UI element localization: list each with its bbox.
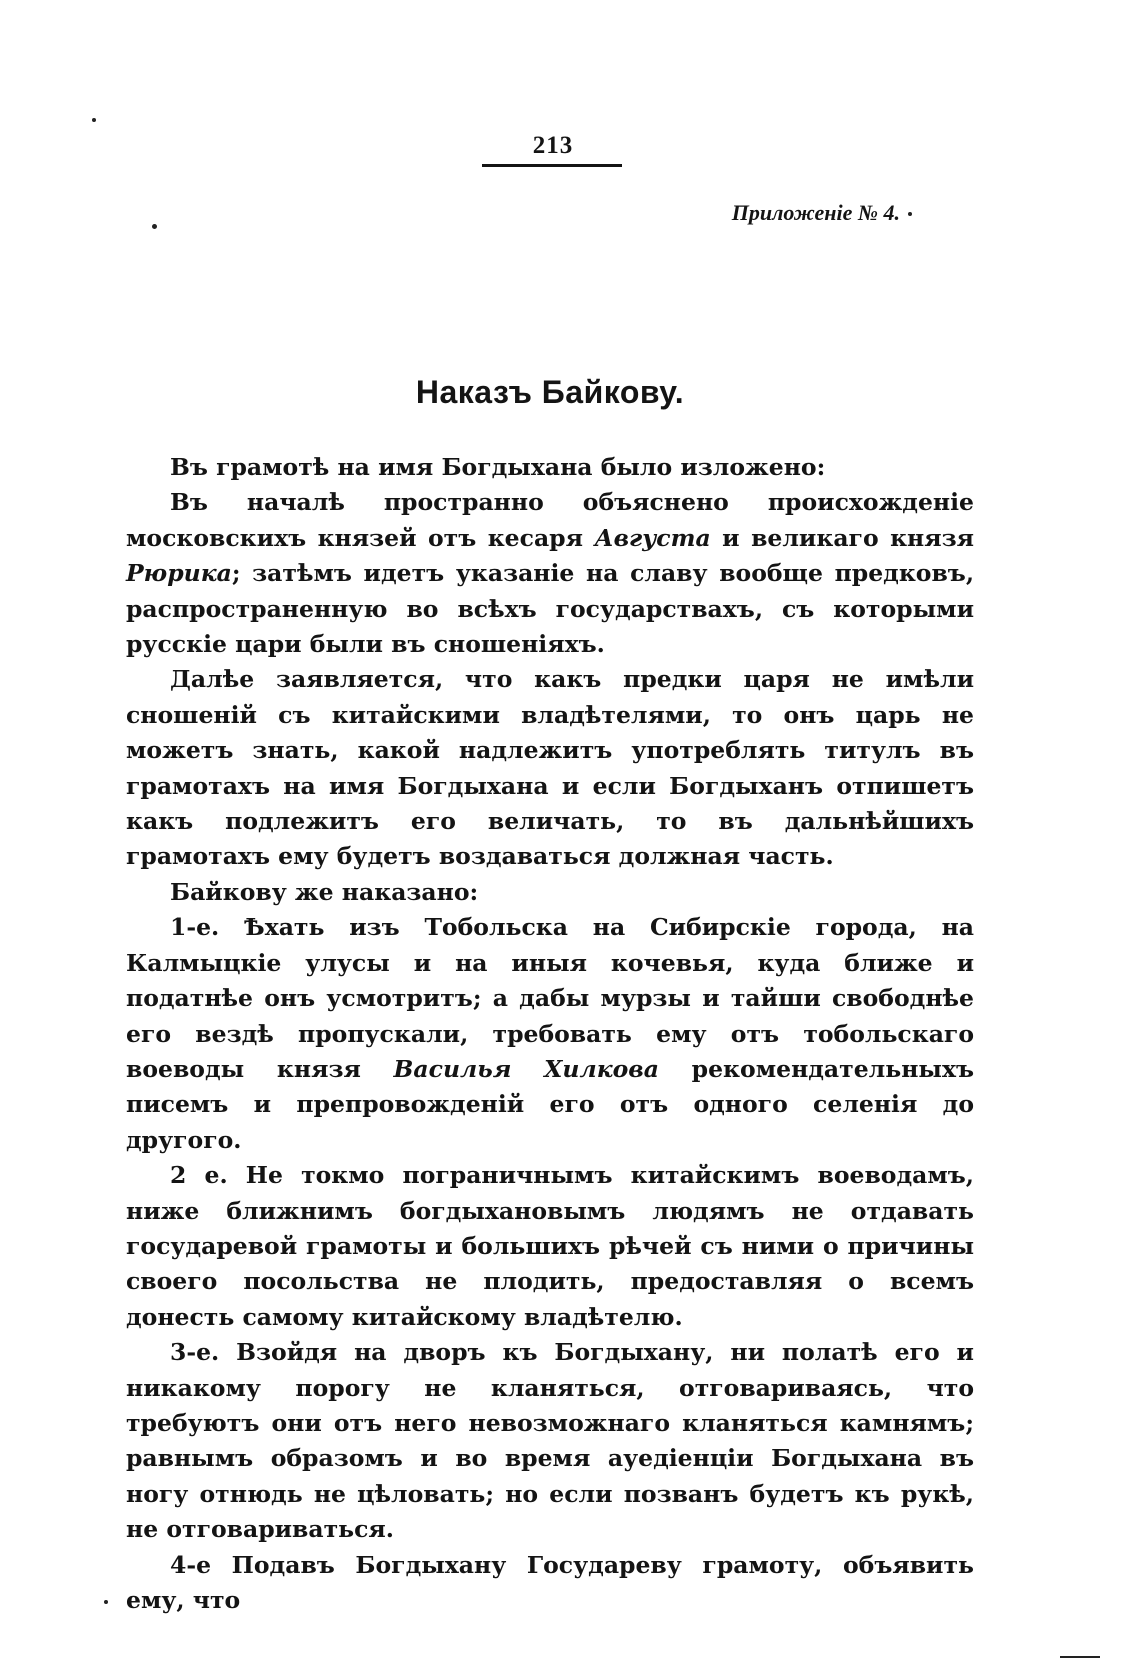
italic-name-rurik: Рюрика xyxy=(126,559,232,588)
italic-name-khilkov: Василья Хилкова xyxy=(393,1054,659,1083)
scan-speck xyxy=(1060,1656,1100,1658)
appendix-label: Приложеніе № 4. xyxy=(731,200,900,225)
text-segment: Въ грамотѣ на имя Богдыхана было изложено: xyxy=(170,453,826,481)
paragraph-orders-heading xyxy=(126,875,974,910)
page-number-rule xyxy=(482,164,622,167)
text-segment: ; затѣмъ идетъ указаніе на славу вообще предковъ, распространенную во всѣхъ государствахъ, съ которыми русскіе цари были въ сношеніяхъ. xyxy=(126,559,974,659)
paragraph-title-question xyxy=(126,662,974,874)
text-segment: рекомендательныхъ писемъ и препровожденій его отъ одного селенія до другого. xyxy=(126,1054,974,1154)
page-number: 213 xyxy=(532,132,574,159)
text-segment: Байкову же наказано: xyxy=(170,877,479,906)
text-segment: и великаго князя xyxy=(710,523,974,552)
scan-speck xyxy=(92,118,96,122)
text-segment: 4-е Подавъ Богдыхану Государеву грамоту, объявить ему, что xyxy=(126,1550,974,1614)
paragraph-origin xyxy=(126,485,974,662)
scan-speck xyxy=(908,212,912,216)
text-segment: 3-е. Взойдя на дворъ къ Богдыхану, ни полатѣ его и никакому порогу не кланяться, отговариваясь, что требуютъ они отъ него невозможнаго кланяться камнямъ; равнымъ образомъ и во время ауедіенціи Богдыхана въ ногу отнюдь не цѣловать; но если позванъ будетъ къ рукѣ, не отговариваться. xyxy=(126,1338,974,1544)
paragraph-order-2 xyxy=(126,1158,974,1335)
scan-speck xyxy=(152,224,157,229)
paragraph-order-4 xyxy=(126,1548,974,1619)
italic-name-augustus: Августа xyxy=(594,523,711,552)
text-segment: 2 е. Не токмо пограничнымъ китайскимъ воеводамъ, ниже ближнимъ богдыхановымъ людямъ не отдавать государевой грамоты и большихъ рѣчей съ ними о причины своего посольства не плодить, предоставляя о всемъ донесть самому китайскому владѣтелю. xyxy=(126,1161,974,1331)
paragraph-order-3 xyxy=(126,1335,974,1547)
paragraph-intro xyxy=(126,450,974,485)
scan-speck xyxy=(104,1600,108,1604)
document-body xyxy=(126,450,974,1618)
document-title: Наказъ Байкову. xyxy=(415,374,685,410)
text-segment: 1-е. Ѣхать изъ Тобольска на Сибирскіе города, на Калмыцкіе улусы и на иныя кочевья, куда ближе и податнѣе онъ усмотритъ; а дабы мурзы и тайши свободнѣе его вездѣ пропускали, требовать ему отъ тобольскаго воеводы князя xyxy=(126,913,974,1083)
text-segment: Далѣе заявляется, что какъ предки царя не имѣли сношеній съ китайскими владѣтелями, то онъ царь не можетъ знать, какой надлежитъ употреблять титулъ въ грамотахъ на имя Богдыхана и если Богдыханъ отпишетъ какъ подлежитъ его величать, то въ дальнѣйшихъ грамотахъ ему будетъ воздаваться должная часть. xyxy=(126,665,974,871)
paragraph-order-1 xyxy=(126,910,974,1158)
text-segment: Въ началѣ пространно объяснено происхожденіе московскихъ князей отъ кесаря xyxy=(126,488,974,552)
